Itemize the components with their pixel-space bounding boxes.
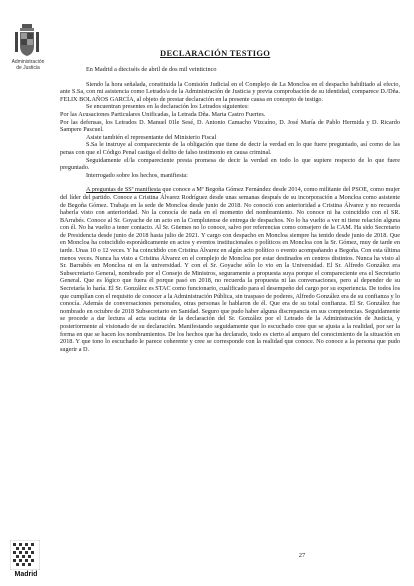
paragraph-lawyers-intro: Se encuentran presentes en la declaración los Letrados siguientes: [86,103,249,111]
madrid-logo-icon [10,540,40,570]
document-body [60,66,400,353]
document-title: DECLARACIÓN TESTIGO [160,48,271,58]
paragraph-prosecutor: Asiste también el representante del Ministerio Fiscal [86,133,217,141]
page-number: 27 [298,552,306,559]
administration-label-line2: de Justicia [16,65,40,71]
paragraph-testimony [60,186,400,353]
paragraph-constitution: Siendo la hora señalada, constituida la Comisión Judicial en el Complejo de La Moncloa en el despacho habilitado al efecto, ante S.Sa, con mi asistencia como Letrado/a de la Administración de Justicia y previa comprobación de su identidad, comparece D./Dña. FELIX BOLAÑOS GARCÍA, al objeto de prestar declaración en la presente causa en concepto de testigo. [60,80,400,103]
paragraph-interrogation: Interrogado sobre los hechos, manifiesta: [86,171,188,179]
paragraph-instruction: S.Sa le instruye al compareciente de la obligación que tiene de decir la verdad en lo que fuere preguntado, así como de las penas con que el Código Penal castiga el delito de falso testimonio en causa criminal. [60,141,400,156]
sidebar [0,0,56,586]
administration-label [2,59,54,71]
coat-of-arms-icon [14,24,40,58]
paragraph-lawyers-defense: Por las defensas, los Letrados D. Manuel 01le Sesé, D. Antonio Camacho Vizcaíno, D. José María de Pablo Hermida y D. Ricardo Sampere Pascuel. [60,118,400,134]
administration-label-line1: Administración [11,59,45,65]
paragraph-lawyers-prosecution: Por las Acusaciones Particulares Unificadas, la Letrada Dña. Marta Castro Fuertes. [60,110,266,118]
date-line: En Madrid a dieciséis de abril de dos mil veinticinco [86,66,217,73]
madrid-label: Madrid [14,571,38,578]
testimony-text: que conoce a Mª Begoña Gómez Fernández desde 2014, como militante del PSOE, como mujer del líder del partido. Conoce a Cristina Álvarez Rodríguez desde unas semanas después de su incorporación a Moncloa como asistente de Begoña Gómez. Trabaja en la sede de Moncloa desde junio de 2018. No conoció con anterioridad a Cristina Álvarez y no recuerda haberla visto con anterioridad. No la conocía de nada en el momento del nombramiento. No conoce ni ha coincidido con el SR. BArrabés. Conoce al Sr. Goyache de un acto en la Complutense de entrega de despachos. No lo ha vuelto a ver ni tiene relación alguna con él. No ha vuelto a tener contacto. Al Sr. Güemes no lo conoce, salvo por referencias como consejero de la CAM. Ha sido Secretario de Presidencia desde junio de 2018 hasta julio de 2021. Y cargo con despacho en Moncloa siempre ha tenido desde junio de 2018. Que en Moncloa ha coincidido esporádicamente en actos y eventos institucionales o políticos en Moncloa con la Sr. Gómez, muy de tarde en tarde. Unas 10 o 12 veces. Y ha coincidido con Cristina Álvarez en algún acto político o evento acompañando a Begoña. Con esta última menos veces. Nunca ha visto a Cristina Álvarez en el complejo de Moncloa por estar destinados en centros distintos. Nunca ha visto al Sr. Barrabés en Moncloa ni en la universidad. Y con el Sr. Goyache sólo lo vio en la Universidad. El Sr. Alfredo González era Subsecretario General, nombrado por el Consejo de Ministros, seguramente a propuesta suya porque el compareciente era el Secretario General. Que es lógico que fuera él porque pasó en 2018, no recuerda la propuesta ni las conversaciones, pero al depender de su Secretaría lo haría. El Sr. González es STAC como funcionario, cualificado para el desempeño del cargo por su experiencia. De todos los que cumplían con el requisito de conocer a la Administración Pública, sin traspaso de poderes, Alfredo González era de su confianza y lo conocía. Además de conversaciones personales, otras personas le hablaron de él. Que era de su total confianza. El Sr. González fue nombrado en octubre de 2018 Subsecretario en Sanidad. Seguro que pudo haber alguna discrepancia en sus competencias. Seguidamente se procede a dar lectura al acta sucinta de la declaración del Sr. González por el Letrado de la Administración de Justicia, y posteriormente al visionado de su declaración. Manifestando seguidamente que lo escuchado cree que se ajusta a la realidad, por ser la forma en que se hacen los nombramientos. De los hechos que ha declarado, todo es cierto al amparo del conocimiento de la situación en 2018. Y que tono lo escuchado le parece coherente y cree se corresponde con la realidad que conoce. No conoce a la persona que pudo sugerir a D. [60,186,400,353]
testimony-lead: A preguntas de SSª manifiesta [86,186,161,194]
paragraph-promise: Seguidamente el/la compareciente presta promesa de decir la verdad en todo lo que supiere respecto de lo que fuere preguntado. [60,156,400,172]
